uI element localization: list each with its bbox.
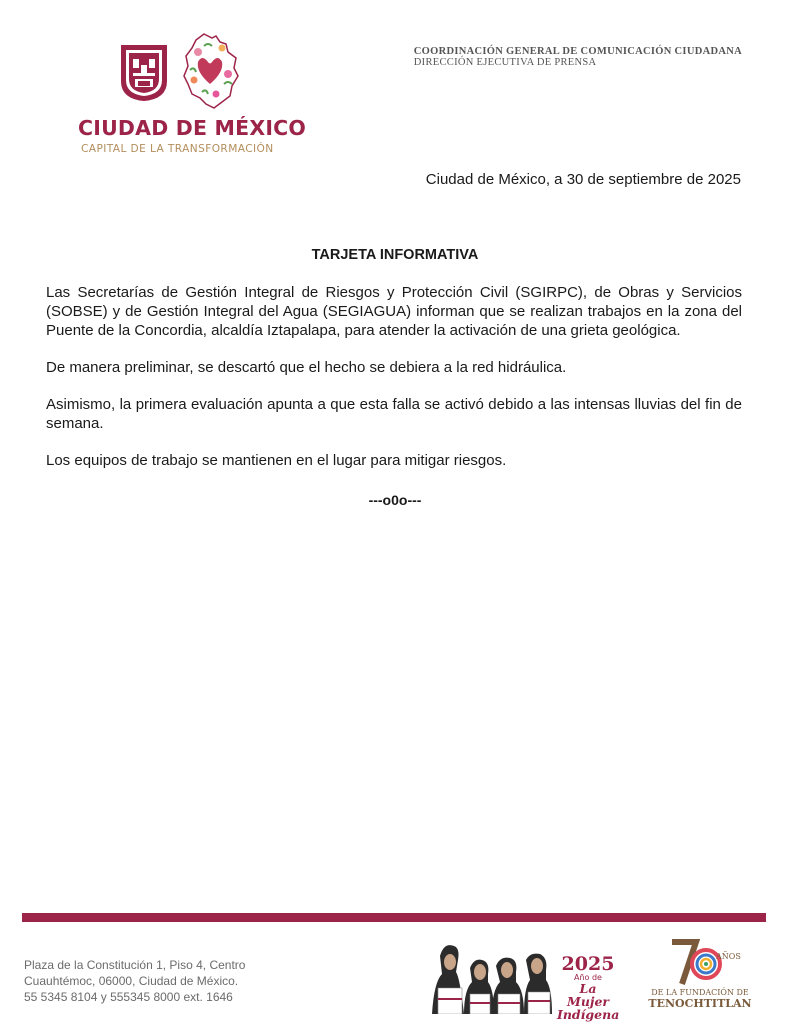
paragraph: Las Secretarías de Gestión Integral de Riesgos y Protección Civil (SGIRPC), de Obras y Servicios (SOBSE) y de Gestión Integral del Agua (SEGIAGUA) informan que se realizan trabajos en la zona del Puente de la Concordia, alcaldía Iztapalapa, para atender la activación de una grieta geológica.	[46, 284, 742, 339]
year-title-line: Indígena	[557, 1007, 620, 1022]
document-date: Ciudad de México, a 30 de septiembre de 2025	[425, 171, 741, 188]
year-number: 2025	[561, 953, 615, 975]
anniversary-line: TENOCHTITLAN	[648, 997, 752, 1010]
seventy-years-logo	[646, 938, 754, 1014]
brand-name: CIUDAD DE MÉXICO	[78, 116, 307, 140]
year-title-line: La Mujer	[567, 981, 609, 1009]
cdmx-map-logo-icon	[182, 32, 240, 110]
paragraph: Los equipos de trabajo se mantienen en el lugar para mitigar riesgos.	[46, 452, 507, 469]
document-body	[46, 283, 742, 488]
office-subname: DIRECCIÓN EJECUTIVA DE PRENSA	[413, 57, 597, 68]
office-name: COORDINACIÓN GENERAL DE COMUNICACIÓN CIUDADANA	[413, 46, 742, 57]
office-block	[414, 46, 742, 68]
paragraph: Asimismo, la primera evaluación apunta a que esta falla se activó debido a las intensas lluvias del fin de semana.	[46, 396, 742, 432]
brand-tagline: CAPITAL DE LA TRANSFORMACIÓN	[81, 143, 274, 155]
footer-divider	[22, 913, 766, 922]
paragraph: De manera preliminar, se descartó que el hecho se debiera a la red hidráulica.	[46, 359, 567, 376]
cdmx-shield-icon	[119, 43, 169, 103]
end-separator: ---o0o---	[368, 492, 422, 508]
footer-address	[24, 957, 245, 1005]
anniversary-anos: AÑOS	[716, 952, 741, 961]
document-title: TARJETA INFORMATIVA	[311, 247, 479, 263]
indigenous-women-illustration	[430, 938, 554, 1014]
seventy-years-numeral-icon	[668, 938, 726, 986]
address-line: Cuauhtémoc, 06000, Ciudad de México.	[24, 974, 239, 988]
page-header	[0, 0, 790, 170]
anniversary-line: DE LA FUNDACIÓN DE	[651, 988, 749, 997]
year-badge	[557, 955, 619, 1021]
address-phone: 55 5345 8104 y 555345 8000 ext. 1646	[24, 990, 233, 1004]
address-line: Plaza de la Constitución 1, Piso 4, Centro	[24, 958, 246, 972]
cdmx-logo	[78, 32, 307, 162]
year-caption: Año de	[574, 973, 602, 982]
